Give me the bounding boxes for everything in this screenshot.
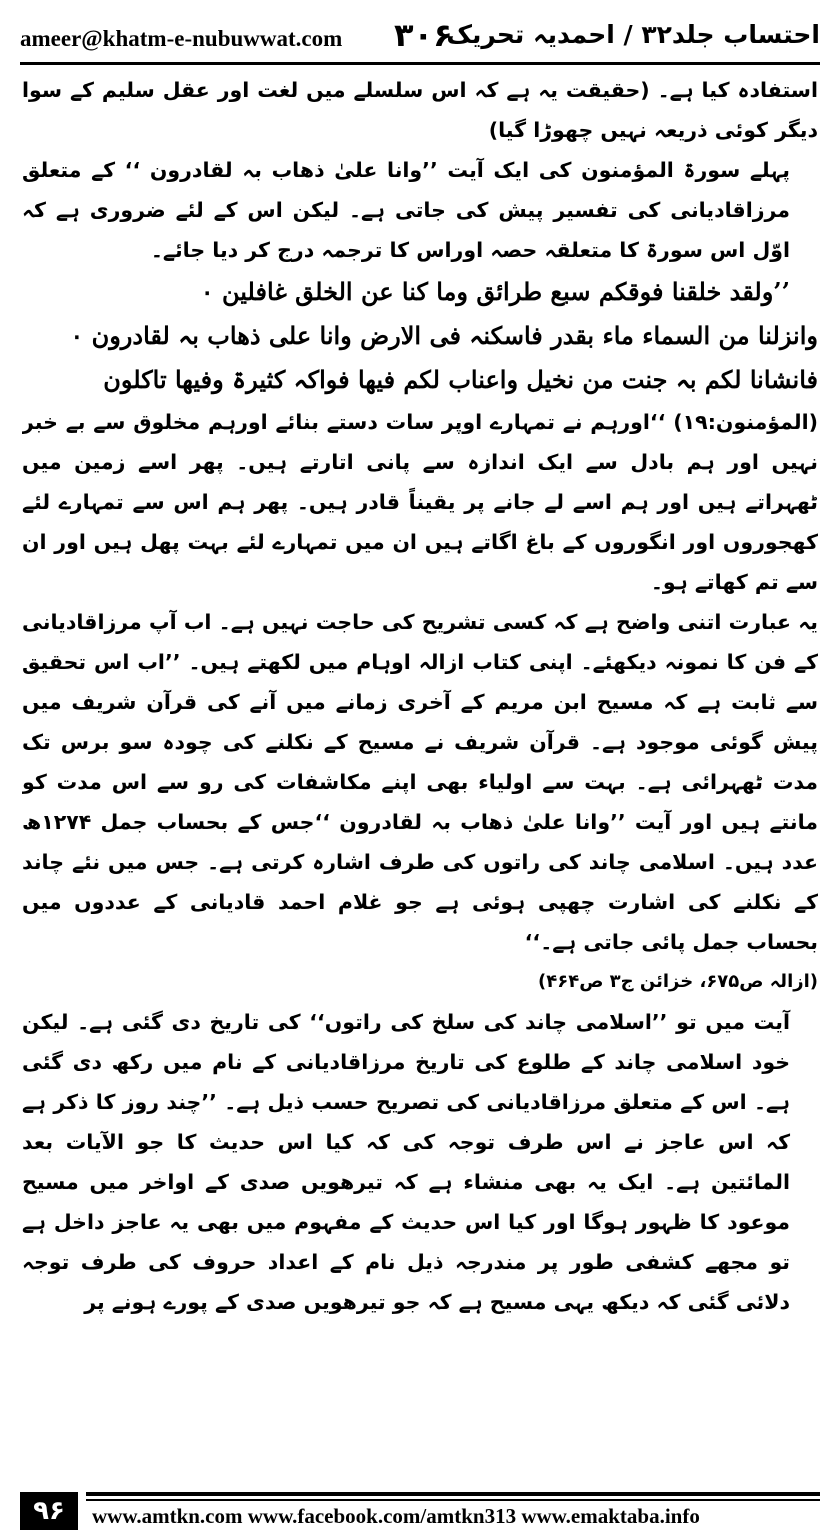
header-page-number: ۳۰۶ <box>394 16 453 54</box>
footer-page-number: ۹۶ <box>20 1492 78 1530</box>
page-body <box>22 70 818 1475</box>
header-divider <box>20 62 820 65</box>
paragraph-intro: استفادہ کیا ہے۔ (حقیقت یہ ہے کہ اس سلسلے میں لغت اور عقل سلیم کے سوا دیگر کوئی ذریعہ نہیں چھوڑا گیا) <box>22 78 818 142</box>
page-header <box>20 14 820 62</box>
paragraph-translation: (المؤمنون:۱۹) ‘‘اورہم نے تمہارے اوپر سات دستے بنائے اورہم مخلوق سے بے خبر نہیں اور ہم بادل سے ایک اندازہ سے پانی اتارتے ہیں۔ پھر اسے زمین میں ٹھہراتے ہیں اور ہم اسے لے جانے پر یقیناً قادر ہیں۔ پھر ہم اس سے تمہارے لئے کھجوروں اور انگوروں کے باغ اگاتے ہیں ان میں تمہارے لئے بہت پھل ہیں اور ان سے تم کھاتے ہو۔ <box>22 410 818 594</box>
citation-reference: (ازالہ ص۶۷۵، خزائن ج۳ ص۴۶۴) <box>537 971 818 992</box>
arabic-verse-1: ’’ولقد خلقنا فوقکم سبع طرائق وما کنا عن الخلق غافلین ۰ <box>200 277 790 306</box>
footer-website-links[interactable]: www.amtkn.com www.facebook.com/amtkn313 www.emaktaba.info <box>92 1504 700 1528</box>
paragraph-quote: یہ عبارت اتنی واضح ہے کہ کسی تشریح کی حاجت نہیں ہے۔ اب آپ مرزاقادیانی کے فن کا نمونہ دیکھئے۔ اپنی کتاب ازالہ اوہام میں لکھتے ہیں۔ ’’اب اس تحقیق سے ثابت ہے کہ مسیح ابن مریم کے آخری زمانے میں آنے کی قرآن شریف میں پیش گوئی موجود ہے۔ قرآن شریف نے مسیح کے نکلنے کی چودہ سو برس تک مدت ٹھہرائی ہے۔ بہت سے اولیاء بھی اپنے مکاشفات کی رو سے اس مدت کو مانتے ہیں اور آیت ’’وانا علیٰ ذھاب بہ لقادرون ‘‘جس کے بحساب جمل ۱۲۷۴ھ عدد ہیں۔ اسلامی چاند کی راتوں کی طرف اشارہ کرتی ہے۔ جس میں نئے چاند کے نکلنے کی اشارت چھپی ہوئی ہے جو غلام احمد قادیانی کے عددوں میں بحساب جمل پائی جاتی ہے۔‘‘ <box>22 610 818 954</box>
header-email: ameer@khatm-e-nubuwwat.com <box>20 26 343 51</box>
paragraph-surah-intro: پہلے سورۃ المؤمنون کی ایک آیت ’’وانا علیٰ ذھاب بہ لقادرون ‘‘ کے متعلق مرزاقادیانی کی تفسیر پیش کی جاتی ہے۔ لیکن اس کے لئے ضروری ہے کہ اوّل اس سورۃ کا متعلقہ حصہ اوراس کا ترجمہ درج کر دیا جائے۔ <box>22 158 790 262</box>
footer-rule-thin <box>86 1499 820 1501</box>
page-footer <box>20 1488 820 1534</box>
paragraph-commentary: آیت میں تو ’’اسلامی چاند کی سلخ کی راتوں‘‘ کی تاریخ دی گئی ہے۔ لیکن خود اسلامی چاند کے طلوع کی تاریخ مرزاقادیانی کے نام میں رکھ دی گئی ہے۔ اس کے متعلق مرزاقادیانی کی تصریح حسب ذیل ہے۔ ’’چند روز کا ذکر ہے کہ اس عاجز نے اس طرف توجہ کی کہ کیا اس حدیث کا جو الآیات بعد المائتین ہے۔ ایک یہ بھی منشاء ہے کہ تیرھویں صدی کے اواخر میں مسیح موعود کا ظہور ہوگا اور کیا اس حدیث کے مفہوم میں بھی یہ عاجز داخل ہے تو مجھے کشفی طور پر مندرجہ ذیل نام کے اعداد حروف کی طرف توجہ دلائی گئی کہ دیکھ یہی مسیح ہے کہ جو تیرھویں صدی کے پورے ہونے پر <box>22 1010 790 1314</box>
footer-rule-thick <box>86 1492 820 1496</box>
arabic-verse-3: فانشانا لکم بہ جنت من نخیل واعناب لکم فیھا فواکہ کثیرۃ وفیھا تاکلون <box>103 365 818 394</box>
header-book-title: احتساب جلد۳۲ / احمدیہ تحریک <box>446 20 820 49</box>
arabic-verse-2: وانزلنا من السماء ماء بقدر فاسکنہ فی الارض وانا علی ذھاب بہ لقادرون ۰ <box>70 321 818 350</box>
